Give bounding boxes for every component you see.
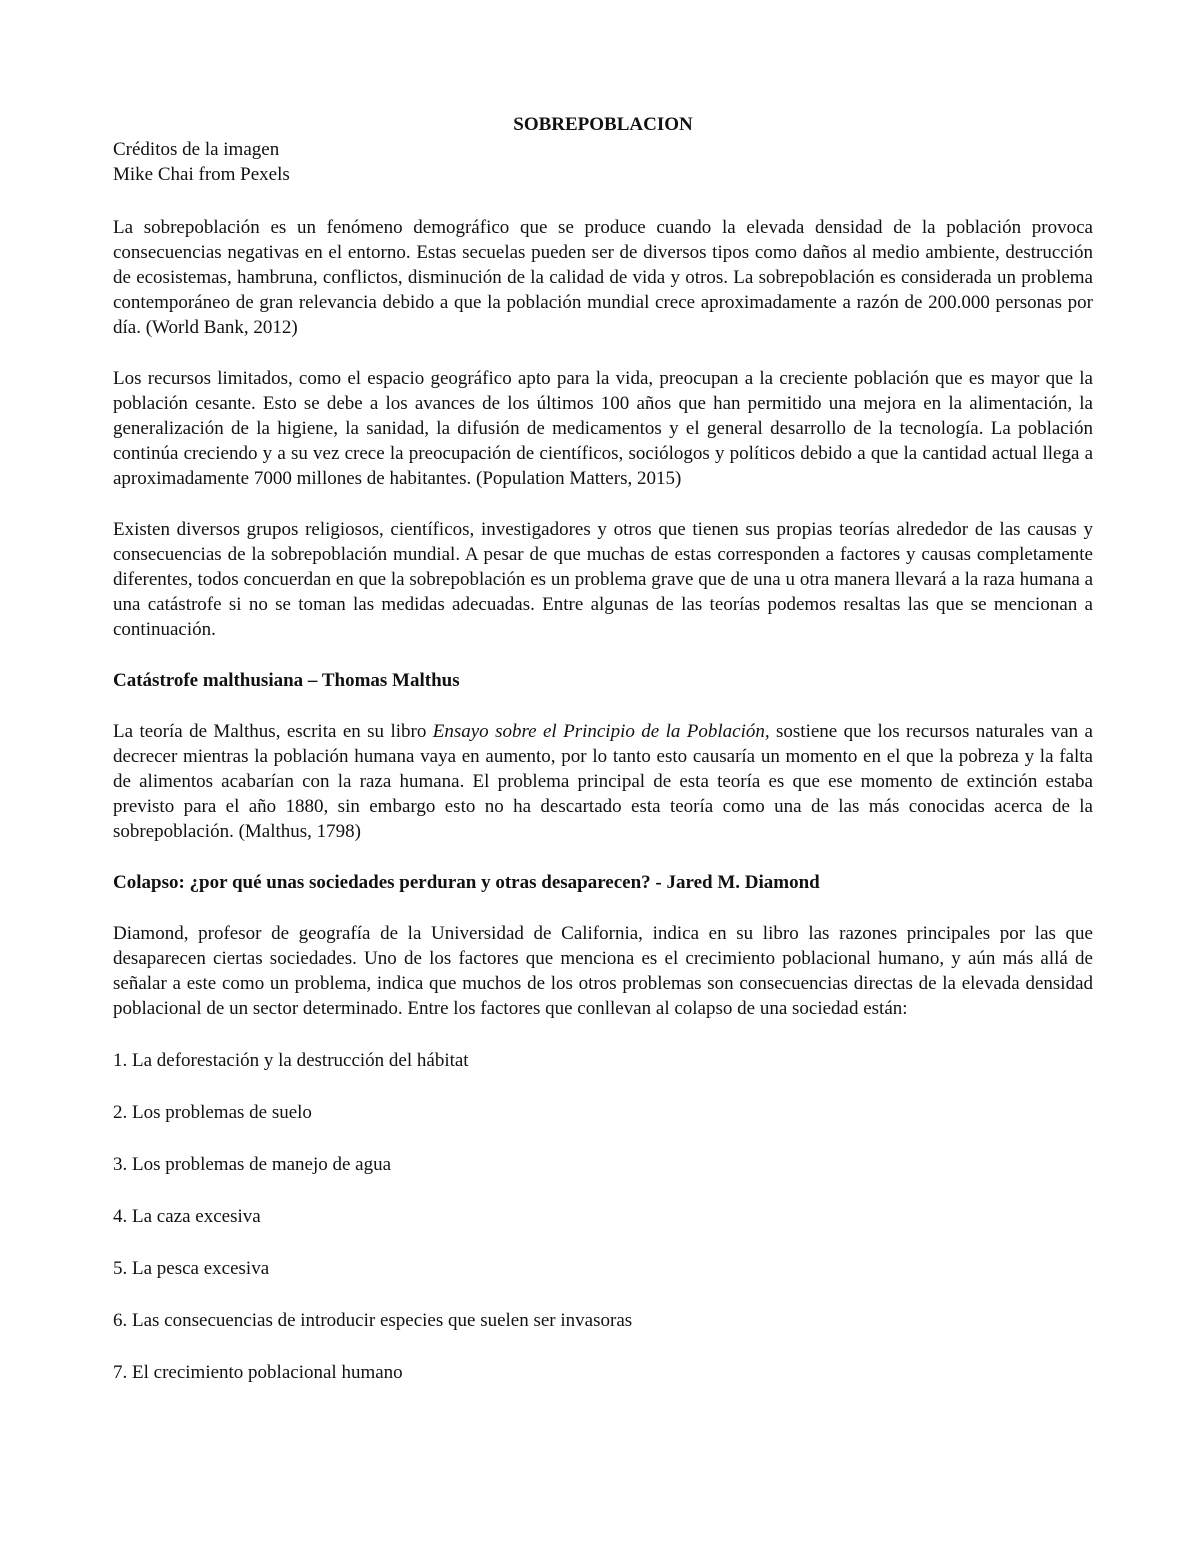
- spacer: [113, 895, 1093, 921]
- spacer: [113, 491, 1093, 517]
- list-item: 7. El crecimiento poblacional humano: [113, 1362, 403, 1383]
- list-item: 3. Los problemas de manejo de agua: [113, 1154, 392, 1175]
- paragraph-malthus-end: sostiene que los recursos naturales van a decrecer mientras la población humana vaya en aumento, por lo tanto esto causaría un momento en el que la pobreza y la falta de alimentos acabarían con la raza humana. El problema principal de esta teoría es que ese momento de extinción estaba previsto para el año 1880, sin embargo esto no ha descartado esta teoría como una de las más conocidas acerca de la sobrepoblación. (Malthus, 1798): [113, 721, 1093, 842]
- credits-value: Mike Chai from Pexels: [113, 164, 290, 185]
- book-title: Ensayo sobre el Principio de la Población,: [432, 721, 770, 742]
- spacer: [113, 844, 1093, 870]
- spacer: [113, 1021, 1093, 1048]
- section-heading-diamond: Colapso: ¿por qué unas sociedades perduran y otras desaparecen? - Jared M. Diamond: [113, 872, 820, 893]
- paragraph-diamond: Diamond, profesor de geografía de la Universidad de California, indica en su libro las razones principales por las que desaparecen ciertas sociedades. Uno de los factores que menciona es el crecimiento poblacional humano, y aún más allá de señalar a este como un problema, indica que muchos de los otros problemas son consecuencias directas de la elevada densidad poblacional de un sector determinado. Entre los factores que conllevan al colapso de una sociedad están:: [113, 923, 1093, 1019]
- spacer: [113, 1177, 1093, 1204]
- list-item: 2. Los problemas de suelo: [113, 1102, 312, 1123]
- spacer: [113, 1333, 1093, 1360]
- spacer: [113, 187, 1093, 215]
- list-item: 1. La deforestación y la destrucción del hábitat: [113, 1050, 469, 1071]
- spacer: [113, 1229, 1093, 1256]
- spacer: [113, 1073, 1093, 1100]
- list-item: 6. Las consecuencias de introducir especies que suelen ser invasoras: [113, 1310, 633, 1331]
- spacer: [113, 1125, 1093, 1152]
- spacer: [113, 693, 1093, 719]
- credits-label: Créditos de la imagen: [113, 139, 280, 160]
- paragraph-malthus-start: La teoría de Malthus, escrita en su libro: [113, 721, 433, 742]
- document-body: [113, 112, 1093, 1385]
- spacer: [113, 642, 1093, 668]
- paragraph-malthus: [113, 719, 1093, 844]
- section-heading-malthus: Catástrofe malthusiana – Thomas Malthus: [113, 670, 460, 691]
- list-item: 5. La pesca excesiva: [113, 1258, 270, 1279]
- paragraph-intro: La sobrepoblación es un fenómeno demográfico que se produce cuando la elevada densidad de la población provoca consecuencias negativas en el entorno. Estas secuelas pueden ser de diversos tipos como daños al medio ambiente, destrucción de ecosistemas, hambruna, conflictos, disminución de la calidad de vida y otros. La sobrepoblación es considerada un problema contemporáneo de gran relevancia debido a que la población mundial crece aproximadamente a razón de 200.000 personas por día. (World Bank, 2012): [113, 217, 1093, 338]
- paragraph-resources: Los recursos limitados, como el espacio geográfico apto para la vida, preocupan a la creciente población que es mayor que la población cesante. Esto se debe a los avances de los últimos 100 años que han permitido una mejora en la alimentación, la generalización de la higiene, la sanidad, la difusión de medicamentos y el general desarrollo de la tecnología. La población continúa creciendo y a su vez crece la preocupación de científicos, sociólogos y políticos debido a que la cantidad actual llega a aproximadamente 7000 millones de habitantes. (Population Matters, 2015): [113, 368, 1093, 489]
- spacer: [113, 340, 1093, 366]
- list-item: 4. La caza excesiva: [113, 1206, 261, 1227]
- spacer: [113, 1281, 1093, 1308]
- page-title: SOBREPOBLACION: [513, 114, 693, 135]
- paragraph-theories: Existen diversos grupos religiosos, científicos, investigadores y otros que tienen sus propias teorías alrededor de las causas y consecuencias de la sobrepoblación mundial. A pesar de que muchas de estas corresponden a factores y causas completamente diferentes, todos concuerdan en que la sobrepoblación es un problema grave que de una u otra manera llevará a la raza humana a una catástrofe si no se toman las medidas adecuadas. Entre algunas de las teorías podemos resaltas las que se mencionan a continuación.: [113, 519, 1093, 640]
